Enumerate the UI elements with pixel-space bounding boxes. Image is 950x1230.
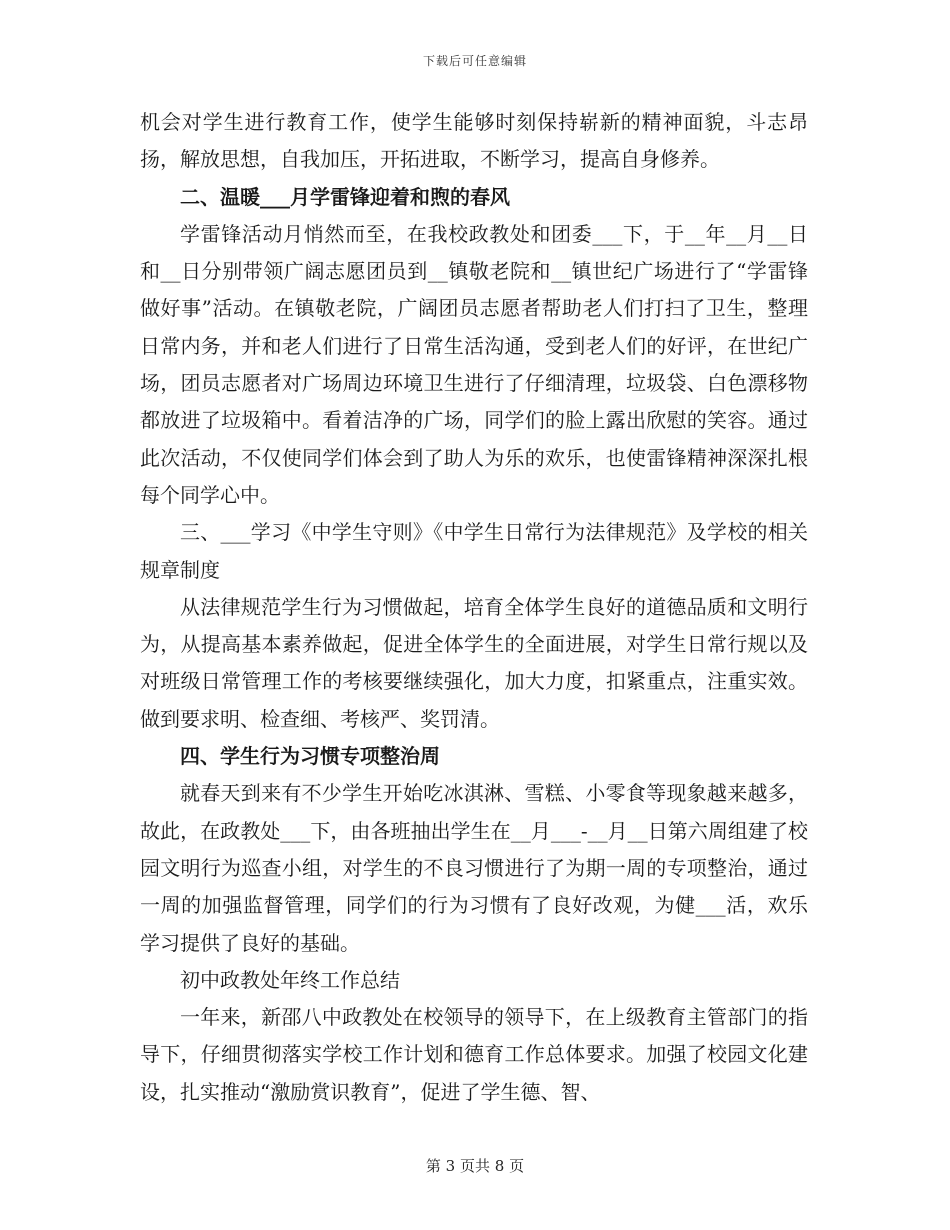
paragraph-lei-feng-activity: 学雷锋活动月悄然而至，在我校政教处和团委___下，于__年__月__日和__日分别带领广阔志愿团员到__镇敬老院和__镇世纪广场进行了“学雷锋做好事”活动。在镇敬老院，广阔团员志愿者帮助老人们打扫了卫生，整理日常内务，并和老人们进行了日常生活沟通，受到老人们的好评，在世纪广场，团员志愿者对广场周边环境卫生进行了仔细清理，垃圾袋、白色漂移物都放进了垃圾箱中。看着洁净的广场，同学们的脸上露出欣慰的笑容。通过此次活动，不仅使同学们体会到了助人为乐的欢乐，也使雷锋精神深深扎根每个同学心中。: [140, 221, 808, 507]
section-heading-3: 三、___学习《中学生守则》《中学生日常行为法律规范》及学校的相关规章制度: [140, 520, 808, 582]
section-heading-2: 二、温暖___月学雷锋迎着和煦的春风: [180, 184, 510, 209]
section-heading-4: 四、学生行为习惯专项整治周: [180, 744, 440, 769]
paragraph-continuation: 机会对学生进行教育工作，使学生能够时刻保持崭新的精神面貌，斗志昂扬，解放思想，自我加压，开拓进取，不断学习，提高自身修养。: [140, 110, 808, 172]
page-header: 下载后可任意编辑: [422, 54, 527, 68]
paragraph-rectification-week: 就春天到来有不少学生开始吃冰淇淋、雪糕、小零食等现象越来越多，故此，在政教处___下，由各班抽出学生在__月___-__月__日第六周组建了校园文明行为巡查小组，对学生的不良习惯进行了为期一周的专项整治，通过一周的加强监督管理，同学们的行为习惯有了良好改观，为健___活，欢乐学习提供了良好的基础。: [140, 781, 808, 955]
document-body: [140, 104, 808, 1111]
paragraph-year-summary: 一年来，新邵八中政教处在校领导的领导下，在上级教育主管部门的指导下，仔细贯彻落实学校工作计划和德育工作总体要求。加强了校园文化建设，扎实推动“激励赏识教育”，促进了学生德、智、: [140, 1005, 808, 1104]
document-subtitle: 初中政教处年终工作总结: [180, 967, 400, 992]
page-footer: 第 3 页共 8 页: [425, 1157, 525, 1175]
paragraph-behavior-norms: 从法律规范学生行为习惯做起，培育全体学生良好的道德品质和文明行为，从提高基本素养做起，促进全体学生的全面进展，对学生日常行规以及对班级日常管理工作的考核要继续强化，加大力度，扣紧重点，注重实效。做到要求明、检查细、考核严、奖罚清。: [140, 594, 808, 731]
